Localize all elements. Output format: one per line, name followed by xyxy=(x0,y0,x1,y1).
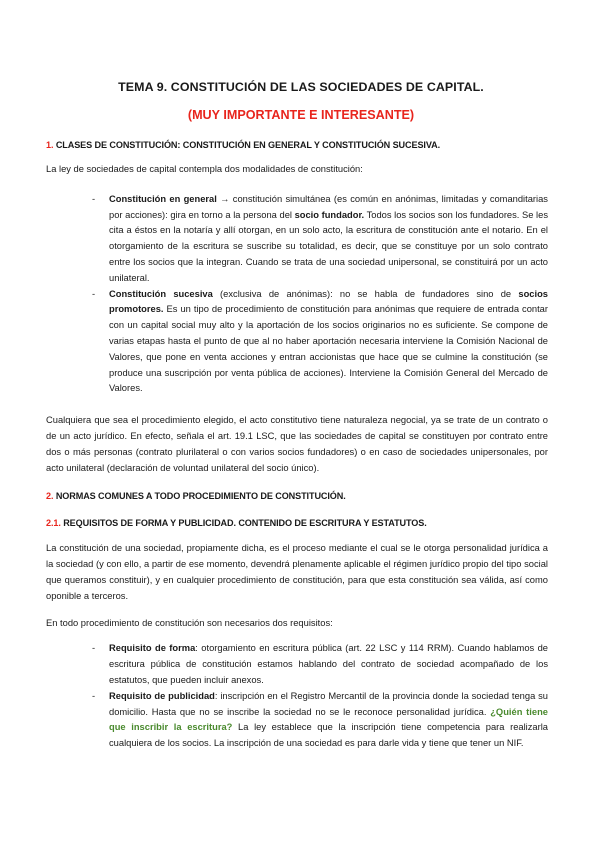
section-2-number: 2. xyxy=(46,491,54,502)
list-item xyxy=(109,641,548,688)
section-2-1-heading-text: REQUISITOS DE FORMA Y PUBLICIDAD. CONTENIDO DE ESCRITURA Y ESTATUTOS. xyxy=(60,518,427,529)
list-item-text: Todos los socios son los fundadores. Se les cita a éstos en la notaría y allí otorgan, en un solo acto, la escritura de constitución ante el notario. En el otorgamiento de la escritura se suscribe su totalidad, es decir, que se constituye por un solo contrato entre los socios que la integran. Cuando se trata de una sociedad unipersonal, se constituirá por un acto unilateral. xyxy=(109,209,548,283)
section-1-number: 1. xyxy=(46,140,54,150)
list-item-text: → constitución simultánea (es común en anónimas, limitadas y comanditarias por acciones): gira en torno a la persona del xyxy=(109,193,548,220)
section-2-1-number: 2.1. xyxy=(46,518,61,529)
list-item-term: Constitución sucesiva xyxy=(109,288,213,299)
section-2-heading xyxy=(46,491,548,501)
document-subtitle: (MUY IMPORTANTE E INTERESANTE) xyxy=(187,108,415,122)
list-item xyxy=(109,689,548,752)
document-title: TEMA 9. CONSTITUCIÓN DE LAS SOCIEDADES DE CAPITAL. xyxy=(118,80,484,94)
list-item-term: Requisito de publicidad xyxy=(109,690,215,701)
list-item-term: Constitución en general xyxy=(109,193,217,204)
section-2-1-paragraph-2: En todo procedimiento de constitución son necesarios dos requisitos: xyxy=(46,617,333,628)
list-item-text: La ley establece que la inscripción tiene competencia para realizarla cualquiera de los socios. La inscripción de una sociedad es para darle vida y tiene que tener un NIF. xyxy=(109,722,548,749)
section-1-heading-text: CLASES DE CONSTITUCIÓN: CONSTITUCIÓN EN GENERAL Y CONSTITUCIÓN SUCESIVA. xyxy=(53,140,441,150)
list-item xyxy=(109,287,548,398)
requirements-list xyxy=(46,641,548,752)
section-2-heading-text: NORMAS COMUNES A TODO PROCEDIMIENTO DE CONSTITUCIÓN. xyxy=(53,491,346,502)
highlighted-question: ¿Quién tiene que inscribir la escritura? xyxy=(109,706,548,733)
section-1-heading xyxy=(46,140,548,150)
section-1-paragraph: Cualquiera que sea el procedimiento elegido, el acto constitutivo tiene naturaleza negocial, ya se trate de un contrato o de un acto jurídico. En efecto, señala el art. 19.1 LSC, que las sociedades de capital se constituyen por contrato entre dos o más personas (contrato plurilateral o con varios socios fundadores) o en caso de sociedades unipersonales, por acto unilateral (declaración de voluntad unilateral del socio único). xyxy=(46,415,548,473)
constitution-types-list xyxy=(46,192,548,397)
list-item-text: Es un tipo de procedimiento de constitución para anónimas que requiere de entrada contar con un capital social muy alto y la aportación de los socios originarios no es suficiente. Se compone de varias etapas hasta el punto de que al no haber aportación necesaria interviene la Comisión Nacional de Valores, que pone en venta acciones y entran accionistas que hace que se culmine la constitución (se produce una suscripción por venta pública de acciones). Interviene la Comisión General del Mercado de Valores. xyxy=(109,304,548,394)
list-item xyxy=(109,192,548,287)
list-item-text: (exclusiva de anónimas): no se habla de fundadores sino de xyxy=(212,288,519,299)
list-item-text: : inscripción en el Registro Mercantil de la provincia donde la sociedad tenga su domicilio. Hasta que no se inscribe la sociedad no se le reconoce personalidad jurídica. xyxy=(109,690,548,717)
section-2-1-paragraph-1: La constitución de una sociedad, propiamente dicha, es el proceso mediante el cual se le otorga personalidad jurídica a la sociedad (y con ello, a partir de ese momento, devendrá plenamente aplicable el régimen jurídico propio del tipo social que queramos constituir), y en cualquier procedimiento de constitución, para que esta constitución sea válida, así como oponible a terceros. xyxy=(46,543,548,601)
list-item-bold: socio fundador. xyxy=(294,209,365,220)
section-1-intro: La ley de sociedades de capital contempla dos modalidades de constitución: xyxy=(46,164,363,174)
list-item-bold: socios promotores. xyxy=(109,288,548,315)
list-item-term: Requisito de forma xyxy=(109,643,196,654)
section-2-1-heading xyxy=(46,518,548,528)
list-item-text: : otorgamiento en escritura pública (art. 22 LSC y 114 RRM). Cuando hablamos de escritura pública de constitución estamos hablando del contrato de sociedad acompañado de los estatutos, que pueden incluir anexos. xyxy=(109,643,548,685)
